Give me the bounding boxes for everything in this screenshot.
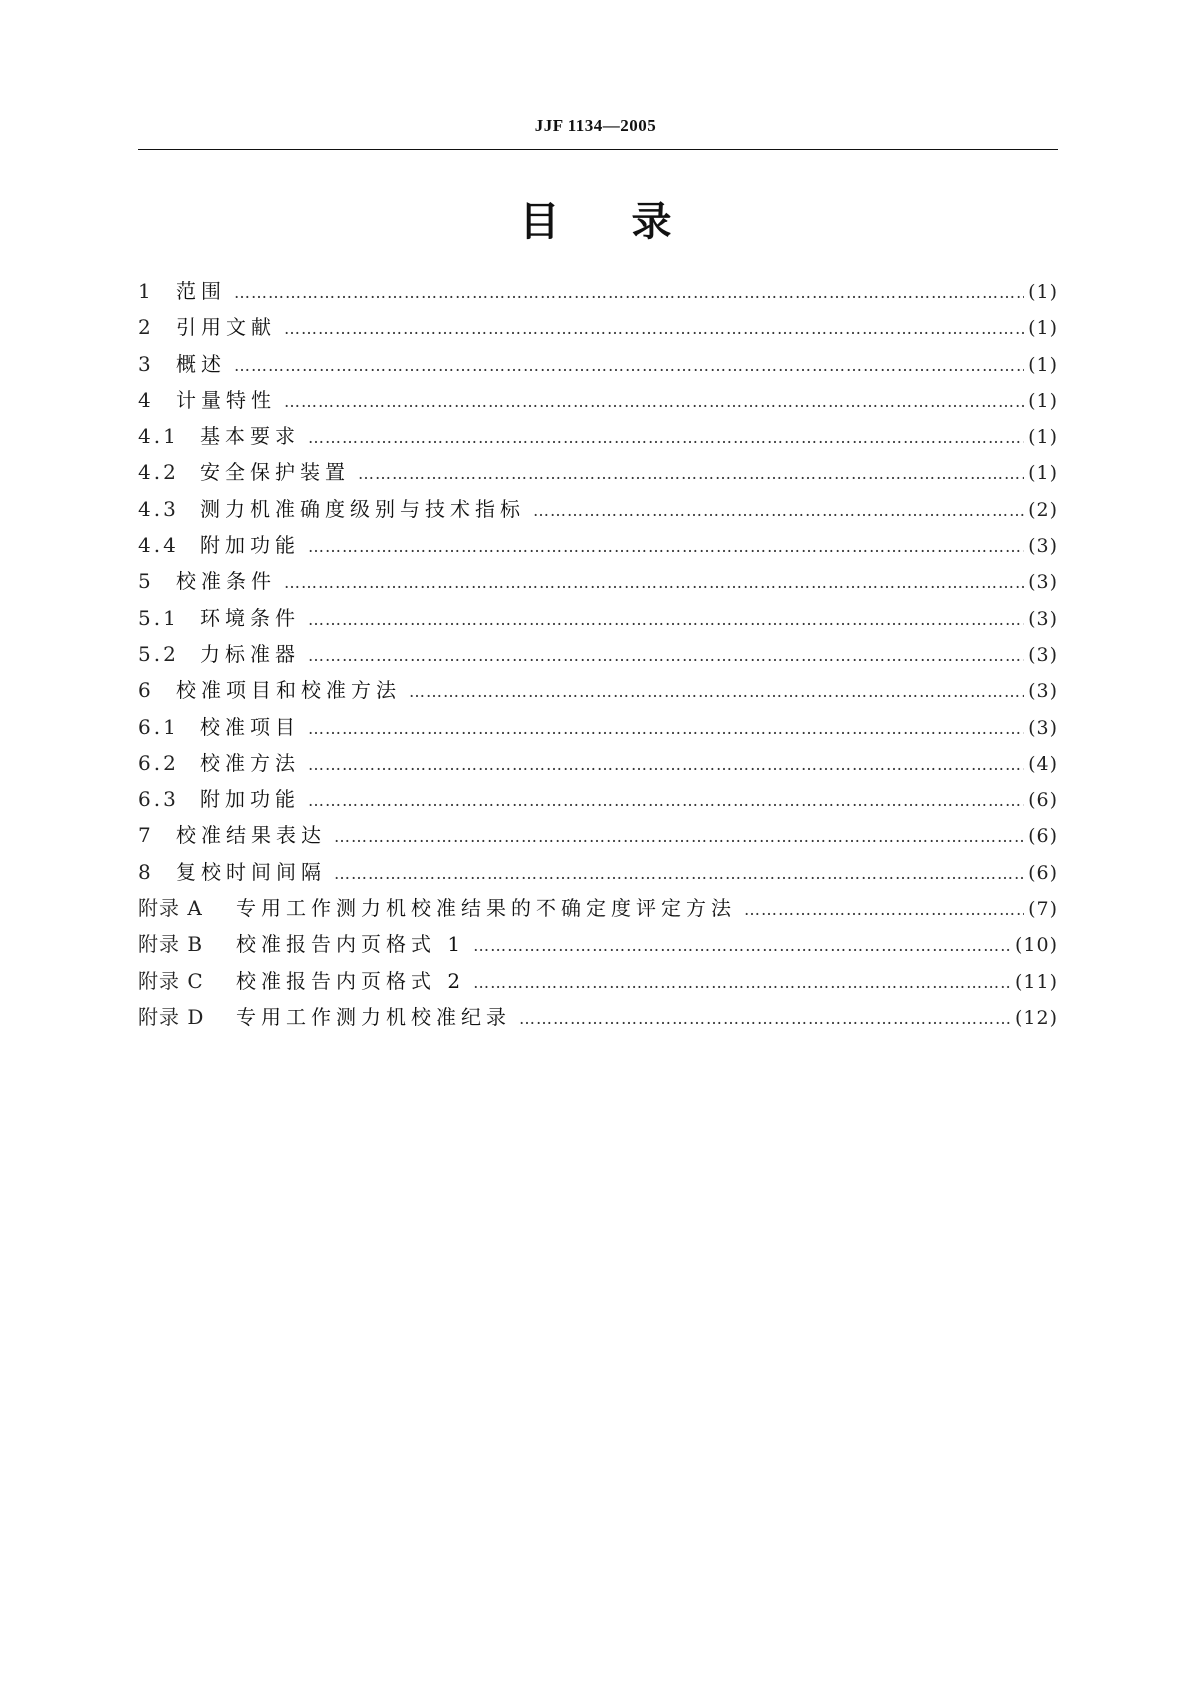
toc-entry-page: (3) <box>1028 571 1058 594</box>
toc-entry-number: 附录 D <box>138 1004 205 1029</box>
toc-dot-leader <box>234 356 1024 375</box>
toc-entry-number: 8 <box>138 859 154 884</box>
toc-entry-title: 附加功能 <box>200 787 300 812</box>
toc-dot-leader <box>308 719 1024 738</box>
toc-entry-page: (6) <box>1028 789 1058 812</box>
toc-entry-title: 计量特性 <box>176 387 276 412</box>
toc-entry[interactable] <box>138 747 1058 783</box>
toc-entry-page: (12) <box>1014 1006 1058 1029</box>
toc-dot-leader <box>334 864 1024 883</box>
toc-entry-title: 校准项目和校准方法 <box>176 678 401 703</box>
toc-dot-leader <box>308 755 1024 774</box>
toc-entry[interactable] <box>138 892 1058 928</box>
toc-dot-leader <box>744 900 1024 919</box>
toc-dot-leader <box>473 973 1011 992</box>
toc-dot-leader <box>533 501 1024 520</box>
toc-entry-page: (1) <box>1028 462 1058 485</box>
toc-entry-page: (3) <box>1028 643 1058 666</box>
toc-entry-title: 环境条件 <box>200 605 300 630</box>
toc-entry-number: 3 <box>138 351 154 376</box>
toc-dot-leader <box>358 464 1024 483</box>
toc-entry-title: 校准结果表达 <box>176 823 326 848</box>
toc-entry-title: 复校时间间隔 <box>176 859 326 884</box>
toc-entry[interactable] <box>138 783 1058 819</box>
toc-entry[interactable] <box>138 711 1058 747</box>
toc-entry[interactable] <box>138 638 1058 674</box>
toc-entry[interactable] <box>138 529 1058 565</box>
toc-entry[interactable] <box>138 602 1058 638</box>
toc-entry-number: 4.3 <box>138 496 179 521</box>
toc-entry-title: 概述 <box>176 351 226 376</box>
toc-entry[interactable] <box>138 456 1058 492</box>
toc-entry-title: 专用工作测力机校准纪录 <box>236 1004 511 1029</box>
toc-entry-page: (3) <box>1028 607 1058 630</box>
toc-dot-leader <box>308 428 1024 447</box>
toc-entry-number: 4.1 <box>138 424 179 449</box>
toc-entry-number: 1 <box>138 279 154 303</box>
toc-dot-leader <box>234 283 1024 302</box>
toc-entry[interactable] <box>138 348 1058 384</box>
toc-entry-number: 2 <box>138 315 154 340</box>
toc-entry-title: 引用文献 <box>176 315 276 340</box>
toc-dot-leader <box>308 646 1024 665</box>
toc-dot-leader <box>409 682 1024 701</box>
document-code-header: JJF 1134—2005 <box>534 116 657 135</box>
toc-entry-number: 4 <box>138 387 154 412</box>
toc-entry-title: 校准条件 <box>176 569 276 594</box>
toc-entry-number: 5.2 <box>138 641 179 666</box>
toc-entry-title: 测力机准确度级别与技术指标 <box>200 496 525 521</box>
toc-entry[interactable] <box>138 1001 1058 1037</box>
toc-entry[interactable] <box>138 674 1058 710</box>
toc-entry-page: (3) <box>1028 535 1058 558</box>
toc-entry-title: 范围 <box>176 279 226 303</box>
toc-entry[interactable] <box>138 420 1058 456</box>
toc-dot-leader <box>284 392 1024 411</box>
toc-entry-number: 4.2 <box>138 460 179 485</box>
toc-entry[interactable] <box>138 384 1058 420</box>
toc-entry-page: (1) <box>1028 281 1058 303</box>
toc-entry-page: (7) <box>1028 898 1058 921</box>
toc-entry-number: 6.2 <box>138 750 179 775</box>
toc-entry-title: 力标准器 <box>200 641 300 666</box>
toc-entry-number: 4.4 <box>138 533 179 558</box>
toc-entry-title: 附加功能 <box>200 533 300 558</box>
toc-entry-number: 6.3 <box>138 787 179 812</box>
toc-entry-title: 校准方法 <box>200 750 300 775</box>
toc-entry[interactable] <box>138 856 1058 892</box>
toc-entry[interactable] <box>138 565 1058 601</box>
toc-entry-page: (3) <box>1028 680 1058 703</box>
toc-entry-title: 基本要求 <box>200 424 300 449</box>
toc-entry-number: 附录 A <box>138 896 203 921</box>
toc-entry-page: (1) <box>1028 389 1058 412</box>
toc-entry[interactable] <box>138 493 1058 529</box>
toc-entry-page: (3) <box>1028 716 1058 739</box>
toc-dot-leader <box>308 537 1024 556</box>
toc-dot-leader <box>284 573 1024 592</box>
toc-entry-page: (1) <box>1028 426 1058 449</box>
toc-entry-number: 附录 C <box>138 968 204 993</box>
toc-dot-leader <box>334 827 1024 846</box>
toc-entry-number: 5 <box>138 569 154 594</box>
toc-entry-title: 校准项目 <box>200 714 300 739</box>
toc-entry[interactable] <box>138 965 1058 1001</box>
table-of-contents <box>138 275 1058 1037</box>
toc-entry-page: (11) <box>1014 970 1058 993</box>
toc-entry[interactable] <box>138 819 1058 855</box>
toc-entry-number: 5.1 <box>138 605 179 630</box>
header-divider <box>138 149 1058 150</box>
toc-entry-title: 安全保护装置 <box>200 460 350 485</box>
toc-entry-page: (2) <box>1028 498 1058 521</box>
toc-dot-leader <box>308 610 1024 629</box>
toc-entry-page: (4) <box>1028 752 1058 775</box>
toc-entry-page: (6) <box>1028 861 1058 884</box>
toc-entry-title: 校准报告内页格式 2 <box>236 968 466 993</box>
toc-entry-title: 专用工作测力机校准结果的不确定度评定方法 <box>236 896 736 921</box>
toc-entry[interactable] <box>138 928 1058 964</box>
toc-entry-page: (6) <box>1028 825 1058 848</box>
toc-entry-page: (1) <box>1028 317 1058 340</box>
toc-entry-title: 校准报告内页格式 1 <box>236 932 466 957</box>
toc-entry-number: 附录 B <box>138 932 204 957</box>
toc-entry[interactable] <box>138 311 1058 347</box>
toc-dot-leader <box>308 791 1024 810</box>
toc-entry[interactable] <box>138 275 1058 311</box>
toc-entry-page: (1) <box>1028 353 1058 376</box>
toc-dot-leader <box>284 319 1024 338</box>
page-title: 目录 <box>519 199 744 245</box>
toc-entry-number: 7 <box>138 823 154 848</box>
toc-dot-leader <box>519 1009 1011 1028</box>
toc-dot-leader <box>473 936 1011 955</box>
toc-entry-number: 6.1 <box>138 714 179 739</box>
toc-entry-page: (10) <box>1014 934 1058 957</box>
toc-entry-number: 6 <box>138 678 154 703</box>
